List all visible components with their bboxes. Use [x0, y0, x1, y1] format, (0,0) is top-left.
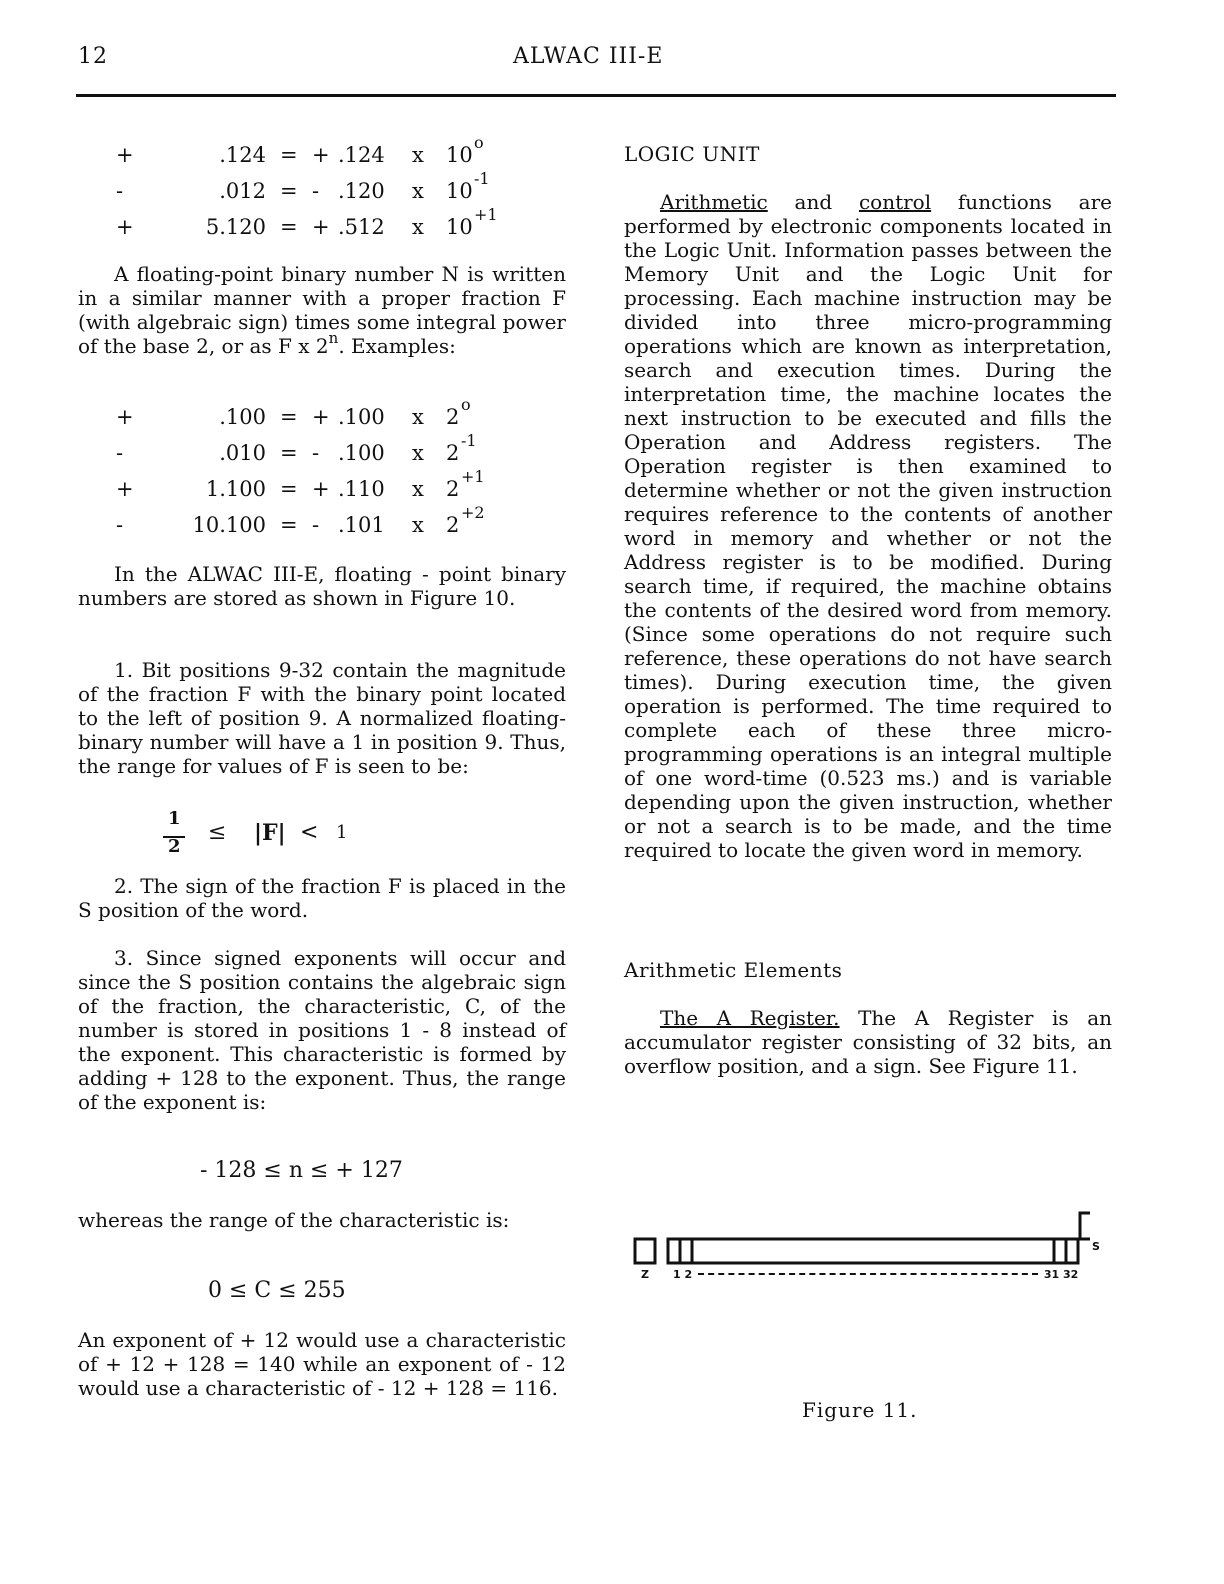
- paragraph-logic-unit: [624, 190, 1112, 862]
- paragraph-exponent-text: An exponent of + 12 would use a characteristic of + 12 + 128 = 140 while an exponent of - 12 would use a characteristic of - 12 + 128 = 116.: [78, 1328, 566, 1400]
- example-mantissa: .100: [338, 441, 385, 465]
- example-sign: +: [116, 477, 134, 501]
- term-arithmetic: Arithmetic: [660, 190, 768, 214]
- example-exponent: +2: [461, 503, 485, 522]
- example-mantissa: .101: [338, 513, 385, 537]
- figure-11-caption: Figure 11.: [802, 1398, 918, 1422]
- example-base: 10: [446, 143, 473, 167]
- example-exponent: +1: [461, 467, 485, 486]
- example-times: x: [412, 179, 424, 203]
- item-3: [78, 946, 566, 1114]
- item-1: [78, 658, 566, 778]
- example-equals: =: [280, 441, 298, 465]
- example-exponent: -1: [474, 169, 490, 188]
- item-2-text: 2. The sign of the fraction F is placed in the S position of the word.: [78, 874, 566, 922]
- paragraph-floating-examples: . Examples:: [338, 334, 456, 358]
- inequality-exponent: - 128 ≤ n ≤ + 127: [200, 1158, 403, 1183]
- heading-logic-unit: LOGIC UNIT: [624, 142, 760, 166]
- example-result-sign: -: [312, 179, 320, 203]
- example-value: 10.100: [192, 513, 266, 537]
- example-mantissa: .120: [338, 179, 385, 203]
- item-1-text: 1. Bit positions 9-32 contain the magnitude of the fraction F with the binary point located to the left of position 9. A normalized floating-binary number will have a 1 in position 9. Thus, the range for values of F is seen to be:: [78, 658, 566, 778]
- paragraph-floating-point: [78, 262, 566, 358]
- paragraph-a-register: [624, 1006, 1112, 1078]
- example-base: 2: [446, 477, 460, 501]
- example-row: [116, 503, 536, 543]
- paragraph-floating-tail: F x 2: [278, 334, 329, 358]
- paragraph-exponent-example: [78, 1328, 566, 1400]
- example-base: 10: [446, 215, 473, 239]
- example-exponent: o: [461, 395, 471, 414]
- inequality-characteristic: 0 ≤ C ≤ 255: [208, 1278, 346, 1303]
- example-value: 1.100: [205, 477, 266, 501]
- example-base: 10: [446, 179, 473, 203]
- register-body: [668, 1239, 1078, 1263]
- item-3-text: 3. Since signed exponents will occur and since the S position contains the algebraic sign of the fraction, the characteristic, C, of the number is stored in positions 1 - 8 instead of the exponent. This characteristic is formed by adding + 128 to the exponent. Thus, the range of the exponent is:: [78, 946, 566, 1114]
- example-result-sign: +: [312, 477, 330, 501]
- paragraph-alwac: [78, 562, 566, 610]
- example-base: 2: [446, 441, 460, 465]
- example-sign: +: [116, 143, 134, 167]
- example-equals: =: [280, 215, 298, 239]
- example-base: 2: [446, 405, 460, 429]
- paragraph-floating-text: A floating-point binary number N is written in a similar manner with a proper fraction F (with algebraic sign) times some integral power of the base 2, or as: [78, 262, 566, 358]
- header-rule: [76, 94, 1116, 97]
- paragraph-whereas: [78, 1208, 566, 1232]
- one: 1: [336, 822, 348, 843]
- example-sign: -: [116, 513, 124, 537]
- example-sign: +: [116, 405, 134, 429]
- example-row: [116, 133, 536, 173]
- example-sign: -: [116, 441, 124, 465]
- example-equals: =: [280, 143, 298, 167]
- example-mantissa: .512: [338, 215, 385, 239]
- a-register-title: The A Register.: [660, 1006, 840, 1030]
- paragraph-whereas-text: whereas the range of the characteristic is:: [78, 1208, 510, 1232]
- z-box: [635, 1239, 655, 1263]
- example-result-sign: -: [312, 513, 320, 537]
- example-times: x: [412, 215, 424, 239]
- example-value: .010: [219, 441, 266, 465]
- figure-label-z: Z: [641, 1268, 649, 1281]
- a-register-text: The A Register is an accumulator register consisting of 32 bits, an overflow position, and a sign. See Figure 11.: [624, 1006, 1113, 1078]
- inequality-fraction: [160, 808, 360, 866]
- figure-label-s: S: [1092, 1240, 1100, 1253]
- example-value: .012: [219, 179, 266, 203]
- example-equals: =: [280, 513, 298, 537]
- example-equals: =: [280, 477, 298, 501]
- example-exponent: -1: [461, 431, 477, 450]
- example-row: [116, 169, 536, 209]
- example-sign: +: [116, 215, 134, 239]
- logic-connector: and: [767, 190, 859, 214]
- half-denominator: 2: [168, 836, 181, 857]
- label-31-32: 31 32: [1043, 1268, 1079, 1281]
- page-number: 12: [78, 44, 108, 69]
- item-2: [78, 874, 566, 922]
- example-value: 5.120: [205, 215, 266, 239]
- example-times: x: [412, 143, 424, 167]
- example-result-sign: +: [312, 405, 330, 429]
- example-equals: =: [280, 179, 298, 203]
- example-times: x: [412, 441, 424, 465]
- less-than-symbol: <: [300, 820, 319, 845]
- example-result-sign: +: [312, 143, 330, 167]
- example-result-sign: +: [312, 215, 330, 239]
- s-box: [1080, 1213, 1090, 1239]
- example-mantissa: .100: [338, 405, 385, 429]
- example-mantissa: .124: [338, 143, 385, 167]
- example-row: [116, 205, 536, 245]
- dashed-leader: [698, 1273, 1038, 1275]
- example-exponent: o: [474, 133, 484, 152]
- example-value: .100: [219, 405, 266, 429]
- term-control: control: [858, 190, 932, 214]
- paragraph-alwac-text: In the ALWAC III-E, floating - point binary numbers are stored as shown in Figure 10.: [78, 562, 566, 610]
- example-base: 2: [446, 513, 460, 537]
- figure-label-1-2: [673, 1268, 1079, 1281]
- example-exponent: +1: [474, 205, 498, 224]
- example-times: x: [412, 405, 424, 429]
- half-numerator: 1: [168, 808, 181, 829]
- example-mantissa: .110: [338, 477, 385, 501]
- example-times: x: [412, 513, 424, 537]
- less-equal-symbol: ≤: [208, 820, 227, 845]
- power-n: n: [328, 329, 339, 347]
- label-1-2: 1 2: [673, 1268, 693, 1281]
- heading-arithmetic-elements: Arithmetic Elements: [624, 958, 843, 982]
- example-sign: -: [116, 179, 124, 203]
- example-equals: =: [280, 405, 298, 429]
- logic-unit-text: functions are performed by electronic components located in the Logic Unit. Information passes between the Memory Unit and the Logic Unit for processing. Each machine instruction may be divided into three micro-programming operations which are known as interpretation, search and execution times. During the interpretation time, the machine locates the next instruction to be executed and fills the Operation and Address registers. The Operation register is then examined to determine whether or not the given instruction requires reference to the contents of another word in memory and whether or not the Address register is to be modified. During search time, if required, the machine obtains the contents of the desired word from memory. (Since some operations do not require such reference, these operations do not have search times). During execution time, the given operation is performed. The time required to complete each of these three micro-programming operations is an integral multiple of one word-time (0.523 ms.) and is variable depending upon the given instruction, whether or not a search is to be made, and the time required to locate the given word in memory.: [624, 190, 1112, 862]
- example-result-sign: -: [312, 441, 320, 465]
- running-title: ALWAC III-E: [513, 44, 664, 69]
- example-times: x: [412, 477, 424, 501]
- example-value: .124: [219, 143, 266, 167]
- abs-f: |F|: [254, 820, 286, 846]
